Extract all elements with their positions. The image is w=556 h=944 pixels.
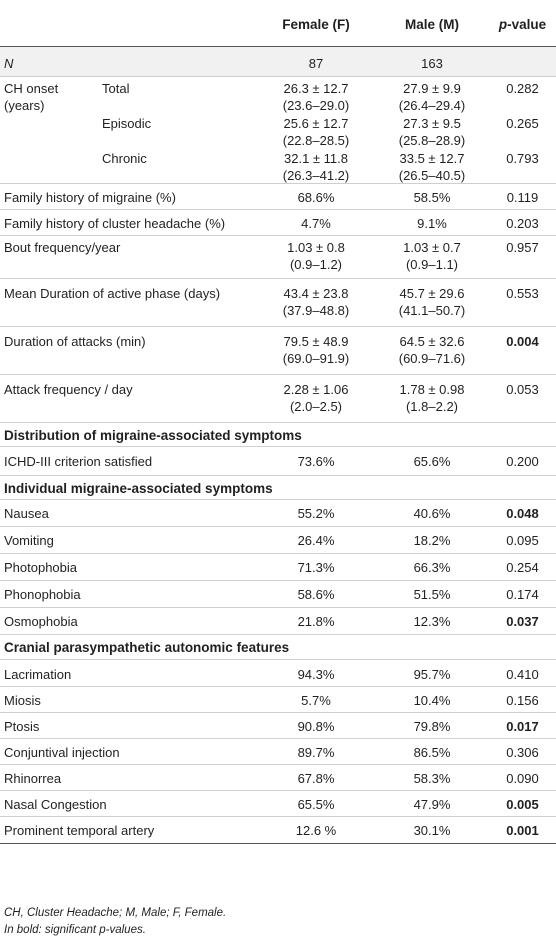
table-group-ch-onset — [0, 77, 556, 184]
cell-female-ci: (26.3–41.2) — [282, 168, 350, 183]
table-header-row — [0, 0, 556, 47]
cell-p-value: 0.156 — [506, 693, 539, 708]
section-title: Cranial parasympathetic autonomic features — [4, 640, 290, 655]
cell-p-value: 0.203 — [506, 216, 539, 231]
cell-female: 2.28 ± 1.06 — [283, 382, 349, 397]
cell-male: 27.9 ± 9.9 — [403, 81, 461, 96]
cell-female: 65.5% — [297, 797, 335, 812]
cell-female: 89.7% — [297, 745, 335, 760]
table-row-family-migraine — [0, 184, 556, 210]
cell-female-ci: (0.9–1.2) — [289, 257, 343, 272]
row-label: Mean Duration of active phase (days) — [4, 286, 221, 301]
section-heading-cranial — [0, 635, 556, 660]
cell-female: 43.4 ± 23.8 — [283, 286, 349, 301]
cell-male: 1.03 ± 0.7 — [403, 240, 461, 255]
cell-p-value: 0.282 — [506, 81, 539, 96]
cell-male: 45.7 ± 29.6 — [399, 286, 465, 301]
row-label: ICHD-III criterion satisfied — [4, 454, 153, 469]
table-row-phonophobia — [0, 581, 556, 608]
header-female: Female (F) — [282, 17, 350, 32]
cell-p-value-significant: 0.017 — [506, 719, 539, 734]
cell-p-value: 0.553 — [506, 286, 539, 301]
cell-male: 9.1% — [417, 216, 447, 231]
row-label-units: (years) — [4, 98, 45, 113]
cell-female: 67.8% — [297, 771, 335, 786]
cell-female: 71.3% — [297, 560, 335, 575]
table-row-active-phase — [0, 279, 556, 327]
table-row-miosis — [0, 687, 556, 713]
cell-female-ci: (23.6–29.0) — [282, 98, 350, 113]
row-label: Phonophobia — [4, 587, 81, 602]
cell-male-ci: (26.5–40.5) — [398, 168, 466, 183]
cell-female: 5.7% — [301, 693, 331, 708]
cell-female: 1.03 ± 0.8 — [287, 240, 345, 255]
row-label: Nausea — [4, 506, 49, 521]
cell-male: 79.8% — [413, 719, 451, 734]
table-row-osmophobia — [0, 608, 556, 635]
cell-female: 55.2% — [297, 506, 335, 521]
header-male: Male (M) — [405, 17, 459, 32]
table-row-nausea — [0, 500, 556, 527]
cell-male: 64.5 ± 32.6 — [399, 334, 465, 349]
row-label: Lacrimation — [4, 667, 72, 682]
cell-male-ci: (26.4–29.4) — [398, 98, 466, 113]
cell-p-value: 0.119 — [506, 190, 539, 205]
cell-p-value: 0.090 — [506, 771, 539, 786]
cell-p-value: 0.410 — [506, 667, 539, 682]
section-heading-distribution — [0, 423, 556, 447]
table-row-ichd — [0, 447, 556, 476]
cell-p-value: 0.053 — [506, 382, 539, 397]
table-row-bout-frequency — [0, 236, 556, 279]
cell-female-ci: (69.0–91.9) — [282, 351, 350, 366]
row-label: N — [4, 56, 14, 71]
row-label: Attack frequency / day — [4, 382, 133, 397]
sub-label-total: Total — [102, 81, 130, 96]
table-row-family-cluster — [0, 210, 556, 236]
row-label: Photophobia — [4, 560, 78, 575]
row-label: Conjuntival injection — [4, 745, 120, 760]
cell-male: 163 — [421, 56, 443, 71]
cell-male: 66.3% — [413, 560, 451, 575]
cell-p-value: 0.200 — [506, 454, 539, 469]
cell-female: 12.6 % — [295, 823, 337, 838]
header-p-letter: p — [498, 17, 508, 32]
cell-male: 86.5% — [413, 745, 451, 760]
cell-male: 58.3% — [413, 771, 451, 786]
section-title: Distribution of migraine-associated symptoms — [4, 428, 302, 443]
row-label: Family history of cluster headache (%) — [4, 216, 226, 231]
cell-female: 90.8% — [297, 719, 335, 734]
table-row-vomiting — [0, 527, 556, 554]
table-row-photophobia — [0, 554, 556, 581]
footnote-abbreviations: CH, Cluster Headache; M, Male; F, Female. — [4, 907, 227, 919]
cell-male: 18.2% — [413, 533, 451, 548]
cell-p-value-significant: 0.004 — [506, 334, 539, 349]
sub-label-chronic: Chronic — [102, 151, 147, 166]
row-label: Duration of attacks (min) — [4, 334, 146, 349]
cell-female: 94.3% — [297, 667, 335, 682]
cell-p-value: 0.265 — [506, 116, 539, 131]
cell-male: 51.5% — [413, 587, 451, 602]
cell-p-value-significant: 0.048 — [506, 506, 539, 521]
cell-female-ci: (22.8–28.5) — [282, 133, 350, 148]
cell-male-ci: (25.8–28.9) — [398, 133, 466, 148]
cell-female: 68.6% — [297, 190, 335, 205]
section-title: Individual migraine-associated symptoms — [4, 481, 273, 496]
table-row-attack-duration — [0, 327, 556, 375]
table-row-n — [0, 47, 556, 77]
cell-p-value: 0.957 — [506, 240, 539, 255]
cell-female: 26.4% — [297, 533, 335, 548]
cell-male: 10.4% — [413, 693, 451, 708]
row-label: Vomiting — [4, 533, 54, 548]
table-row-conjunctival — [0, 739, 556, 765]
row-label: Nasal Congestion — [4, 797, 107, 812]
header-p-value — [493, 16, 552, 33]
cell-female: 79.5 ± 48.9 — [283, 334, 349, 349]
cell-female: 87 — [308, 56, 324, 71]
row-label: Prominent temporal artery — [4, 823, 155, 838]
cell-p-value: 0.174 — [506, 587, 539, 602]
cell-p-value: 0.793 — [506, 151, 539, 166]
row-label: Osmophobia — [4, 614, 78, 629]
cell-female: 4.7% — [301, 216, 331, 231]
footnote-bold-note: In bold: significant p-values. — [4, 924, 146, 936]
cell-male: 30.1% — [413, 823, 451, 838]
cell-male: 65.6% — [413, 454, 451, 469]
table-row-lacrimation — [0, 660, 556, 687]
cell-female: 58.6% — [297, 587, 335, 602]
cell-p-value-significant: 0.005 — [506, 797, 539, 812]
table-row-attack-frequency — [0, 375, 556, 423]
row-label: Rhinorrea — [4, 771, 62, 786]
cell-p-value-significant: 0.001 — [506, 823, 539, 838]
cell-female: 73.6% — [297, 454, 335, 469]
cell-p-value: 0.254 — [506, 560, 539, 575]
sub-label-episodic: Episodic — [102, 116, 152, 131]
cell-female: 26.3 ± 12.7 — [283, 81, 349, 96]
row-label: CH onset — [4, 81, 59, 96]
row-label: Ptosis — [4, 719, 40, 734]
cell-male: 58.5% — [413, 190, 451, 205]
cell-male: 95.7% — [413, 667, 451, 682]
table-row-nasal-congestion — [0, 791, 556, 817]
cell-male-ci: (60.9–71.6) — [398, 351, 466, 366]
cell-female-ci: (2.0–2.5) — [289, 399, 343, 414]
cell-male-ci: (41.1–50.7) — [398, 303, 466, 318]
cell-male: 47.9% — [413, 797, 451, 812]
cell-male: 12.3% — [413, 614, 451, 629]
cell-p-value-significant: 0.037 — [506, 614, 539, 629]
row-label: Family history of migraine (%) — [4, 190, 176, 205]
cell-female: 21.8% — [297, 614, 335, 629]
cell-male: 33.5 ± 12.7 — [399, 151, 465, 166]
cell-p-value: 0.095 — [506, 533, 539, 548]
header-p-suffix: -value — [507, 17, 547, 32]
row-label: Bout frequency/year — [4, 240, 121, 255]
cell-p-value: 0.306 — [506, 745, 539, 760]
cell-female: 32.1 ± 11.8 — [284, 151, 348, 166]
table-row-ptosis — [0, 713, 556, 739]
table-row-temporal-artery — [0, 817, 556, 844]
cell-male: 1.78 ± 0.98 — [399, 382, 465, 397]
cell-male: 40.6% — [413, 506, 451, 521]
section-heading-individual — [0, 476, 556, 500]
cell-male: 27.3 ± 9.5 — [403, 116, 461, 131]
cell-male-ci: (0.9–1.1) — [405, 257, 459, 272]
cell-male-ci: (1.8–2.2) — [405, 399, 459, 414]
row-label: Miosis — [4, 693, 41, 708]
cell-female-ci: (37.9–48.8) — [282, 303, 350, 318]
table-row-rhinorrea — [0, 765, 556, 791]
cell-female: 25.6 ± 12.7 — [283, 116, 349, 131]
